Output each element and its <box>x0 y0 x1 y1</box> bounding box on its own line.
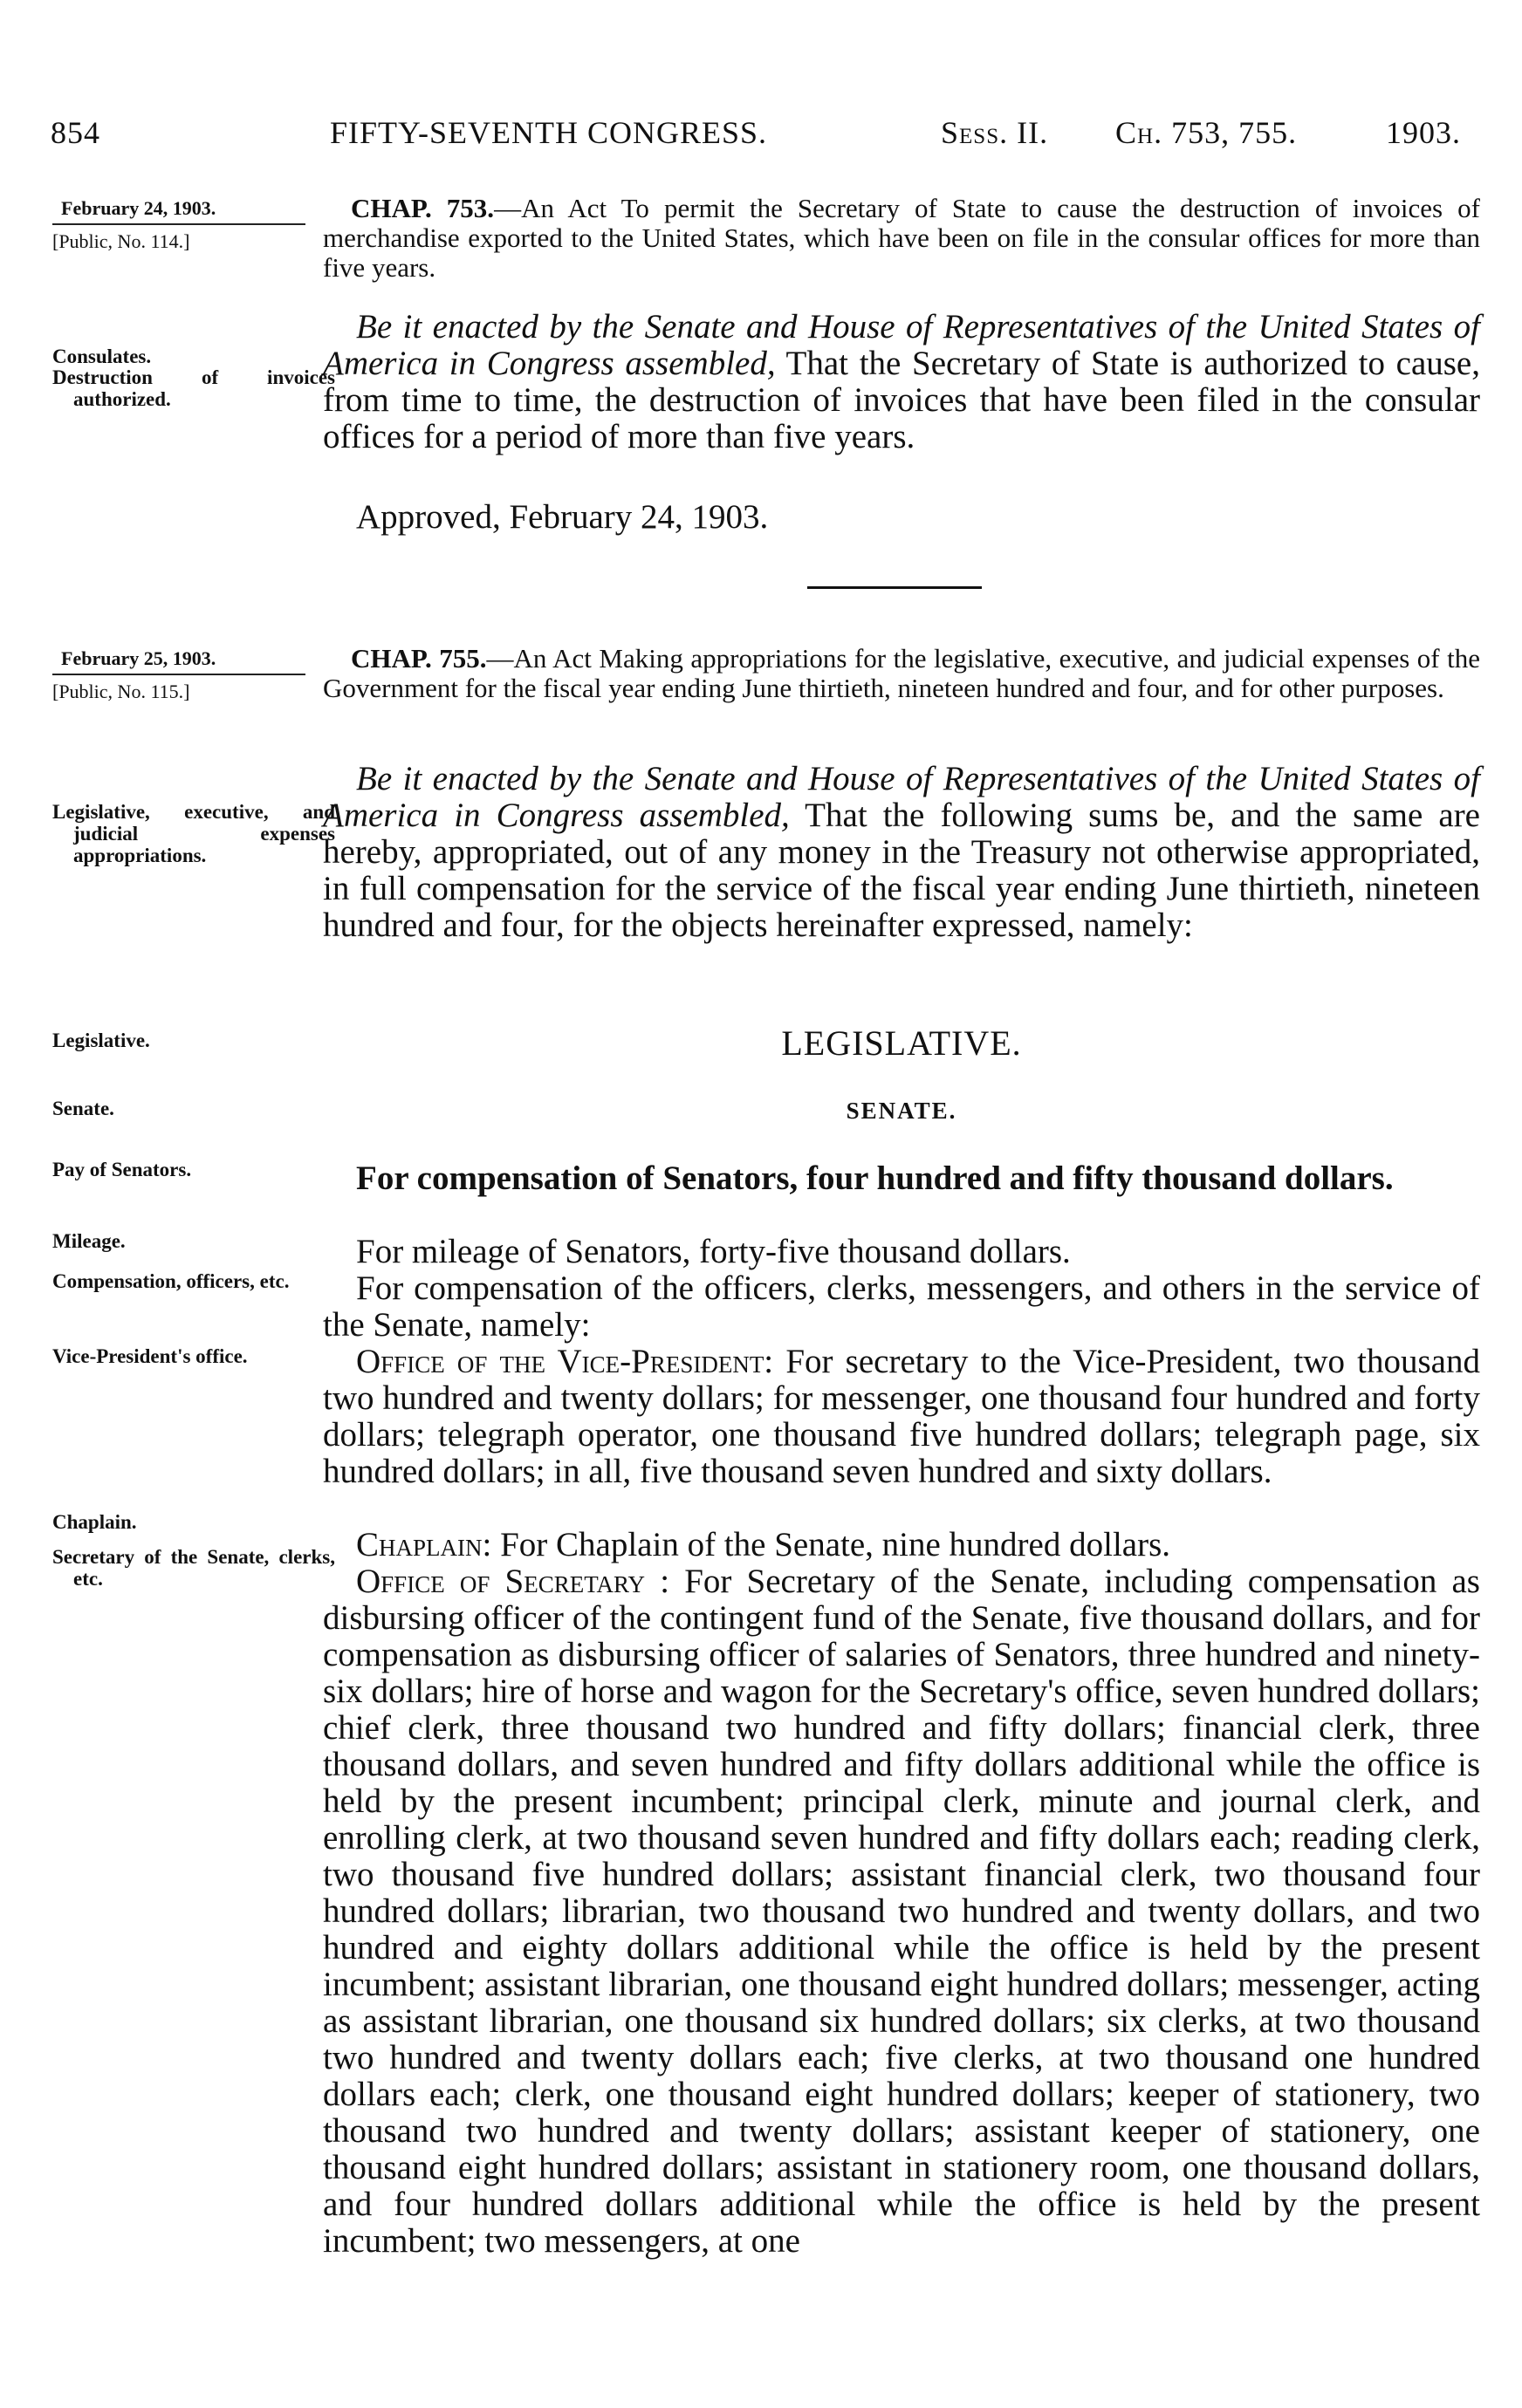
act-753-approved: Approved, February 24, 1903. <box>356 498 769 536</box>
section-divider <box>807 586 982 589</box>
running-head-chapter: Ch. 753, 755. <box>1115 115 1298 150</box>
act-755-margin-date: February 25, 1903. <box>61 647 216 669</box>
chaplain-text: For Chaplain of the Senate, nine hundred dollars. <box>491 1526 1171 1563</box>
act-753-public-number: [Public, No. 114.] <box>52 230 190 252</box>
act-755-body-text: That the following sums be, and the same are hereby, appropriated, out of any money in the Treasury not otherwise appropriated, in full compensation for the service of the fiscal year ending June thirtieth, nineteen hundred and four, for the objects hereinafter expressed, namely: <box>323 797 1480 944</box>
act-753-title <box>323 194 1480 283</box>
act-755-title <box>323 644 1480 703</box>
running-head <box>51 106 1461 159</box>
act-753-body <box>323 309 1480 455</box>
sidenote-consulates: Consulates. <box>52 345 152 367</box>
para-chaplain <box>323 1527 1480 1563</box>
act-753-margin-public <box>52 223 305 253</box>
act-755-public-number: [Public, No. 115.] <box>52 681 190 702</box>
sidenote-senate: Senate. <box>52 1098 114 1119</box>
vp-label: Office of the Vice-President: <box>356 1343 774 1380</box>
para-mileage: For mileage of Senators, forty-five thousand dollars. <box>356 1233 1071 1270</box>
sidenote-destruction-invoices: Destruction of invoices authorized. <box>52 366 335 410</box>
para-vice-president-office <box>323 1344 1480 1490</box>
chaplain-label: Chaplain: <box>356 1526 492 1563</box>
running-head-year: 1903. <box>1386 115 1461 150</box>
sidenote-vice-president-office: Vice-President's office. <box>52 1345 248 1367</box>
act-755-enacting-clause: Be it enacted by the Senate and House of Representatives of the United States of America in Congress assembled, <box>323 760 1480 834</box>
act-755-margin-public <box>52 674 305 703</box>
para-compensation-officers: For compensation of the officers, clerks, messengers, and others in the service of the Senate, namely: <box>323 1269 1480 1344</box>
heading-legislative: LEGISLATIVE. <box>781 1023 1022 1063</box>
act-755-chap-label: CHAP. 755. <box>351 643 487 674</box>
para-pay-of-senators: For compensation of Senators, four hundred and fifty thousand dollars. <box>356 1160 1394 1197</box>
margin-rule <box>52 223 305 225</box>
act-753-chap-label: CHAP. 753. <box>351 193 495 223</box>
act-753-enacting-clause: Be it enacted by the Senate and House of Representatives of the United States of America in Congress assembled, <box>323 308 1480 382</box>
act-753-body-text: That the Secretary of State is authorized to cause, from time to time, the destruction of invoices that have been filed in the consular offices for a period of more than five years. <box>323 345 1480 455</box>
sidenote-pay-of-senators: Pay of Senators. <box>52 1159 192 1180</box>
act-755-body <box>323 761 1480 944</box>
running-head-title: FIFTY-SEVENTH CONGRESS. <box>330 115 768 150</box>
sidenote-mileage: Mileage. <box>52 1230 126 1252</box>
page-number: 854 <box>51 115 100 150</box>
para-office-of-secretary <box>323 1563 1480 2260</box>
sidenote-chaplain: Chaplain. <box>52 1511 137 1533</box>
secretary-label: Office of Secretary : <box>356 1563 670 1600</box>
running-head-session: Sess. II. <box>941 115 1049 150</box>
secretary-text: For Secretary of the Senate, including compensation as disbursing officer of the contingent fund of the Senate, five thousand dollars, and for compensation as disbursing officer of salaries of Senators, three hundred and ninety-six dollars; hire of horse and wagon for the Secretary's office, seven hundred dollars; chief clerk, three thousand two hundred and fifty dollars; financial clerk, three thousand dollars, and seven hundred and fifty dollars additional while the office is held by the present incumbent; principal clerk, minute and journal clerk, and enrolling clerk, at two thousand seven hundred and fifty dollars each; reading clerk, two thousand five hundred dollars; assistant financial clerk, two thousand four hundred dollars; librarian, two thousand two hundred and twenty dollars, and two hundred and eighty dollars additional while the office is held by the present incumbent; assistant librarian, one thousand eight hundred dollars; messenger, acting as assistant librarian, one thousand six hundred dollars; six clerks, at two thousand two hundred and twenty dollars each; five clerks, at two thousand one hundred dollars each; clerk, one thousand eight hundred dollars; keeper of stationery, two thousand two hundred and twenty dollars; assistant keeper of stationery, one thousand eight hundred dollars; assistant in stationery room, one thousand dollars, and four hundred dollars additional while the office is held by the present incumbent; two messengers, at one <box>323 1563 1480 2260</box>
act-753-title-text: —An Act To permit the Secretary of State to cause the destruction of invoices of merchandise exported to the United States, which have been on file in the consular offices for more than five years. <box>323 193 1480 283</box>
sidenote-legislative: Legislative. <box>52 1030 150 1051</box>
sidenote-secretary-senate: Secretary of the Senate, clerks, etc. <box>52 1546 335 1590</box>
act-753-margin-date: February 24, 1903. <box>61 197 216 219</box>
sidenote-legislative-executive-judicial: Legislative, executive, and judicial expenses appropriations. <box>52 801 335 866</box>
sidenote-compensation-officers: Compensation, officers, etc. <box>52 1270 290 1292</box>
heading-senate: SENATE. <box>846 1098 957 1124</box>
margin-rule <box>52 674 305 675</box>
vp-text: For secretary to the Vice-President, two thousand two hundred and twenty dollars; for messenger, one thousand four hundred and forty dollars; telegraph operator, one thousand five hundred dollars; telegraph page, six hundred dollars; in all, five thousand seven hundred and sixty dollars. <box>323 1343 1480 1490</box>
act-755-title-text: —An Act Making appropriations for the legislative, executive, and judicial expenses of the Government for the fiscal year ending June thirtieth, nineteen hundred and four, and for other purposes. <box>323 643 1480 703</box>
